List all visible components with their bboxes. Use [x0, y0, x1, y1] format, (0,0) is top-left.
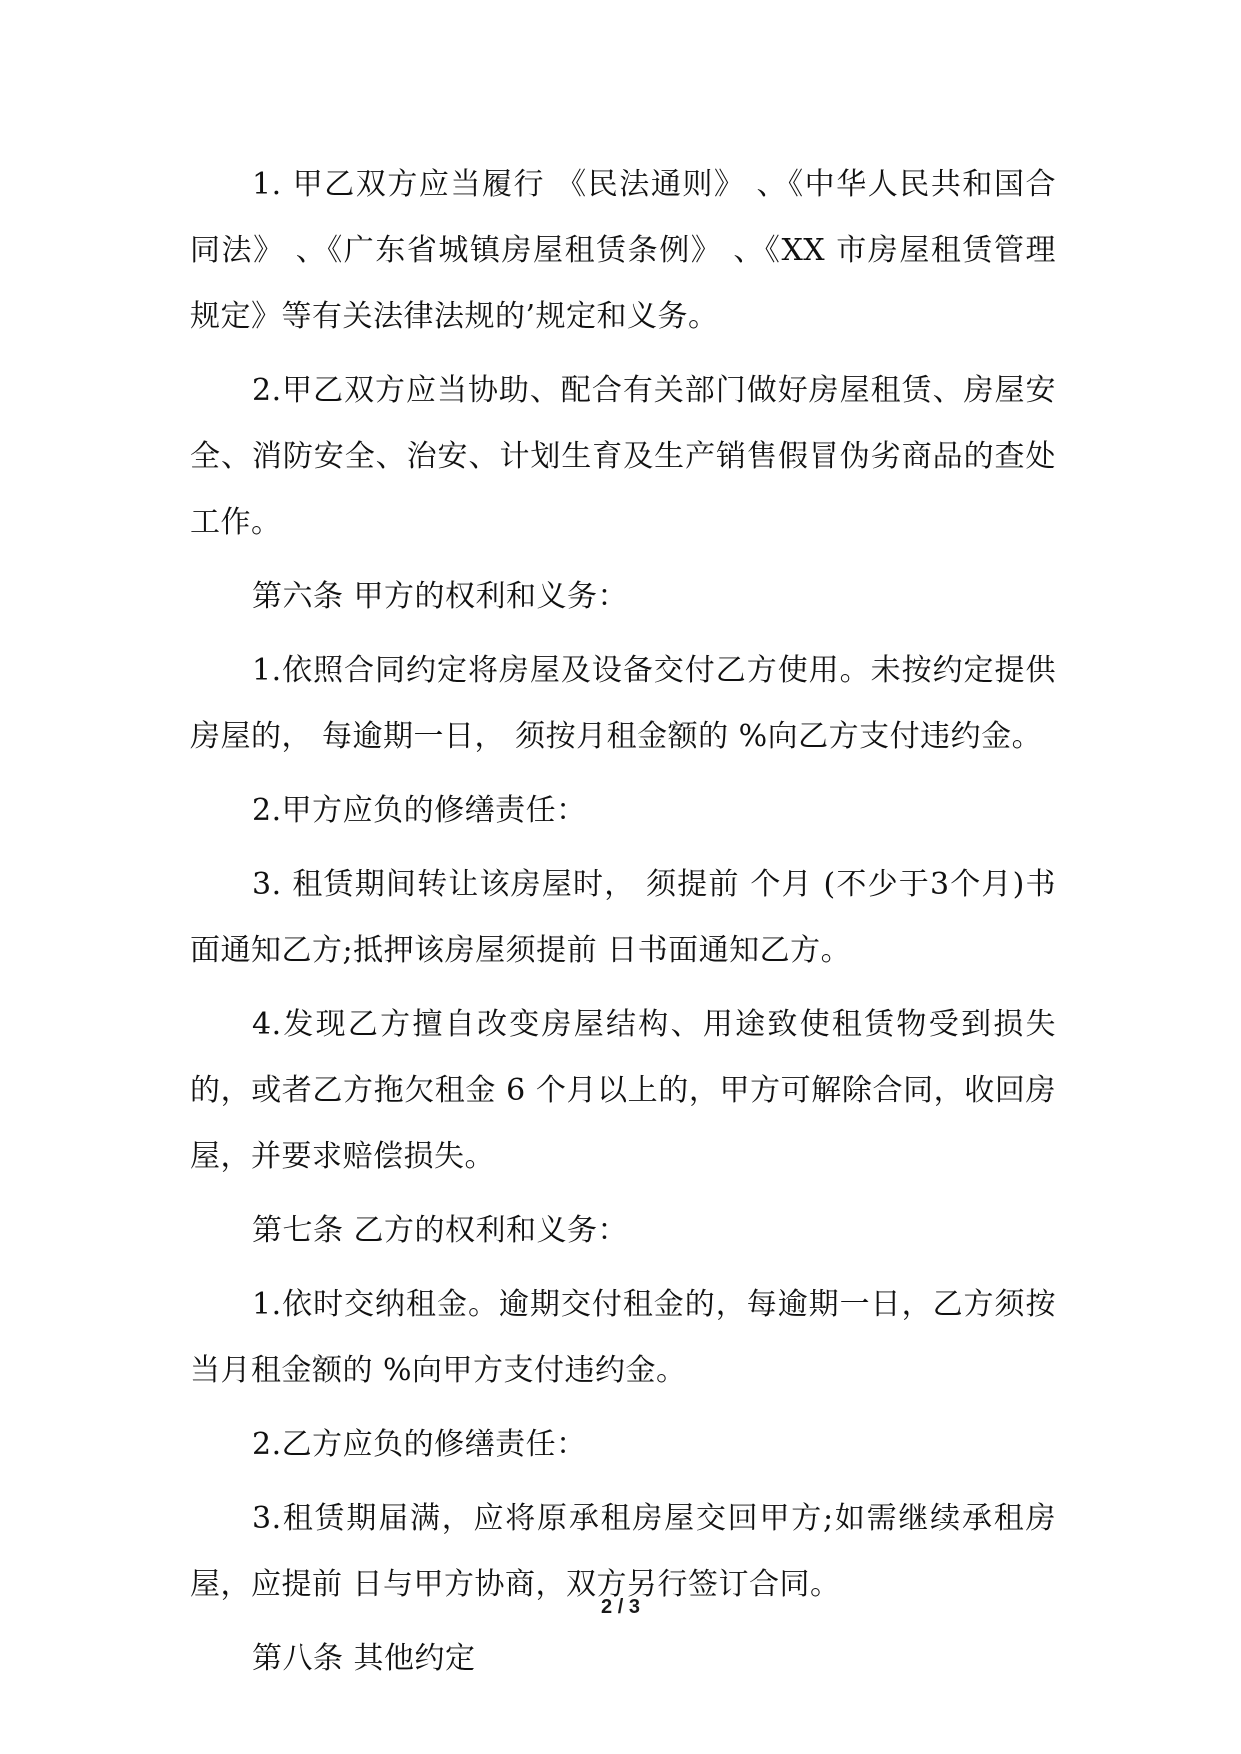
paragraph-party-b-2: 2.乙方应负的修缮责任： — [252, 1427, 587, 1462]
paragraph-obligation-laws: 1. 甲乙双方应当履行 《民法通则》 、《中华人民共和国合同法》 、《广东省城镇房屋租赁条例》 、《XX 市房屋租赁管理规定》等有关法律法规的’规定和义务。 — [190, 167, 1056, 334]
paragraph-party-a-3: 3. 租赁期间转让该房屋时， 须提前 个月 (不少于3个月)书面通知乙方;抵押该房屋须提前 日书面通知乙方。 — [190, 867, 1056, 968]
article-8-heading: 第八条 其他约定 — [252, 1641, 476, 1676]
paragraph-party-b-3: 3.租赁期届满，应将原承租房屋交回甲方;如需继续承租房屋，应提前 日与甲方协商，双方另行签订合同。 — [190, 1501, 1056, 1602]
paragraph-party-a-4: 4.发现乙方擅自改变房屋结构、用途致使租赁物受到损失的，或者乙方拖欠租金 6 个月以上的，甲方可解除合同，收回房屋，并要求赔偿损失。 — [190, 1007, 1056, 1174]
paragraph-party-b-1: 1.依时交纳租金。逾期交付租金的，每逾期一日，乙方须按当月租金额的 %向甲方支付违约金。 — [190, 1287, 1056, 1388]
article-6-heading: 第六条 甲方的权利和义务： — [252, 579, 629, 614]
document-body — [190, 152, 1056, 1700]
paragraph-obligation-cooperation: 2.甲乙双方应当协助、配合有关部门做好房屋租赁、房屋安全、消防安全、治安、计划生育及生产销售假冒伪劣商品的查处工作。 — [190, 373, 1056, 540]
paragraph-party-a-2: 2.甲方应负的修缮责任： — [252, 793, 587, 828]
page-number: 2 / 3 — [601, 1596, 640, 1618]
paragraph-party-a-1: 1.依照合同约定将房屋及设备交付乙方使用。未按约定提供房屋的， 每逾期一日， 须按月租金额的 %向乙方支付违约金。 — [190, 653, 1056, 754]
article-7-heading: 第七条 乙方的权利和义务： — [252, 1213, 629, 1248]
